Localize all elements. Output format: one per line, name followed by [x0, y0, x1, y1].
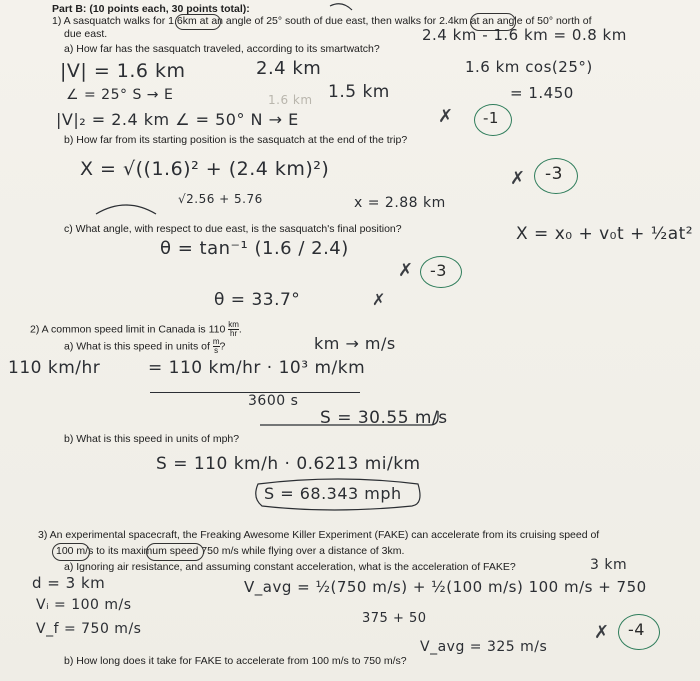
hw-vnum: 375 + 50 — [362, 611, 427, 626]
hw-vi: Vᵢ = 100 m/s — [36, 597, 132, 613]
q3-prompt-line1: 3) An experimental spacecraft, the Freaking Awesome Killer Experiment (FAKE) can accelerate from its cruising speed of — [38, 529, 600, 541]
q2-unit-den: hr — [230, 329, 238, 338]
hw-kinematic-eq: X = x₀ + v₀t + ½at² — [516, 224, 694, 244]
q3-prompt-line2: 100 m/s to its maximum speed 750 m/s while flying over a distance of 3km. — [56, 545, 405, 557]
hw-vavg: V_avg = ½(750 m/s) + ½(100 m/s) 100 m/s + 750 — [244, 578, 647, 596]
hw-score1: -1 — [483, 109, 499, 127]
wrong-mark: ✗ — [594, 622, 610, 643]
q2-unit-num: km — [228, 320, 239, 329]
wrong-mark: ✗ — [372, 290, 386, 309]
q3-part-b: b) How long does it take for FAKE to accelerate from 100 m/s to 750 m/s? — [64, 655, 407, 667]
hw-v2: |V|₂ = 2.4 km ∠ = 50° N → E — [56, 110, 299, 129]
hw-mid1: 2.4 km — [256, 58, 322, 79]
hw-mid2: 1.6 km — [268, 93, 313, 107]
q2-prompt-text: 2) A common speed limit in Canada is 110 — [30, 323, 226, 336]
hw-speed-ms-result: S = 30.55 m/s — [320, 408, 448, 428]
hw-score4: -4 — [628, 620, 645, 639]
q1-prompt-line1: 1) A sasquatch walks for 1.6km at an angle of 25° south of due east, then walks for 2.4km at an angle of 50° north of — [52, 15, 592, 27]
hw-x-sub: √2.56 + 5.76 — [178, 192, 263, 206]
pen-stroke — [256, 479, 420, 510]
hw-theta-res: θ = 33.7° — [214, 290, 301, 310]
hw-x-res: x = 2.88 km — [354, 195, 446, 211]
hw-km-to-m: km → m/s — [314, 334, 396, 353]
hw-mph-eq: S = 110 km/h · 0.6213 mi/km — [156, 454, 421, 474]
hw-right1: 1.6 km cos(25°) — [465, 58, 593, 76]
pen-stroke — [260, 411, 438, 425]
q1-part-a: a) How far has the sasquatch traveled, according to its smartwatch? — [64, 43, 380, 55]
q2-part-a-unit-num: m — [212, 337, 220, 346]
hw-v1-angle: ∠ = 25° S → E — [66, 87, 174, 103]
q1-part-b: b) How far from its starting position is the sasquatch at the end of the trip? — [64, 134, 408, 146]
q1-part-c: c) What angle, with respect to due east, is the sasquatch's final position? — [64, 223, 402, 235]
q2-prompt: 2) A common speed limit in Canada is 110 $\frac{km}{hr}$ . — [30, 320, 242, 338]
hw-right2: = 1.450 — [510, 84, 574, 102]
section-header: Part B: (10 points each, 30 points total): — [52, 3, 250, 15]
hw-divisor: 3600 s — [248, 393, 299, 409]
hw-top-right: 3 km — [590, 557, 628, 573]
q1-prompt-line2: due east. — [64, 28, 108, 40]
pen-stroke — [330, 4, 352, 10]
hw-top-difference: 2.4 km - 1.6 km = 0.8 km — [422, 26, 627, 44]
hw-vavg-result: V_avg = 325 m/s — [420, 639, 548, 655]
q2-part-a-end: ? — [219, 340, 226, 353]
hw-speed1: 110 km/hr — [8, 358, 101, 378]
hw-d: d = 3 km — [32, 574, 106, 592]
hw-speed-conv: = 110 km/hr · 10³ m/km — [148, 358, 366, 378]
wrong-mark: ✗ — [438, 106, 454, 127]
pen-stroke — [96, 205, 156, 214]
hw-score2: -3 — [545, 164, 563, 184]
hw-v1: |V| = 1.6 km — [60, 60, 186, 82]
wrong-mark: ✗ — [398, 260, 414, 281]
hw-mph-result: S = 68.343 mph — [264, 484, 402, 503]
q2-part-b: b) What is this speed in units of mph? — [64, 433, 240, 445]
hw-x-eq: X = √((1.6)² + (2.4 km)²) — [80, 158, 330, 180]
q2-part-a-text: a) What is this speed in units of — [64, 340, 210, 353]
q3-part-a: a) Ignoring air resistance, and assuming constant acceleration, what is the acceleration of FAKE? — [64, 561, 516, 573]
q2-part-a-unit-den: s — [214, 346, 219, 355]
hw-vf: V_f = 750 m/s — [36, 621, 142, 637]
hw-score3: -3 — [430, 261, 447, 280]
wrong-mark: ✗ — [510, 168, 526, 189]
hw-mid3: 1.5 km — [328, 82, 390, 102]
hw-theta-eq: θ = tan⁻¹ (1.6 / 2.4) — [160, 238, 349, 259]
